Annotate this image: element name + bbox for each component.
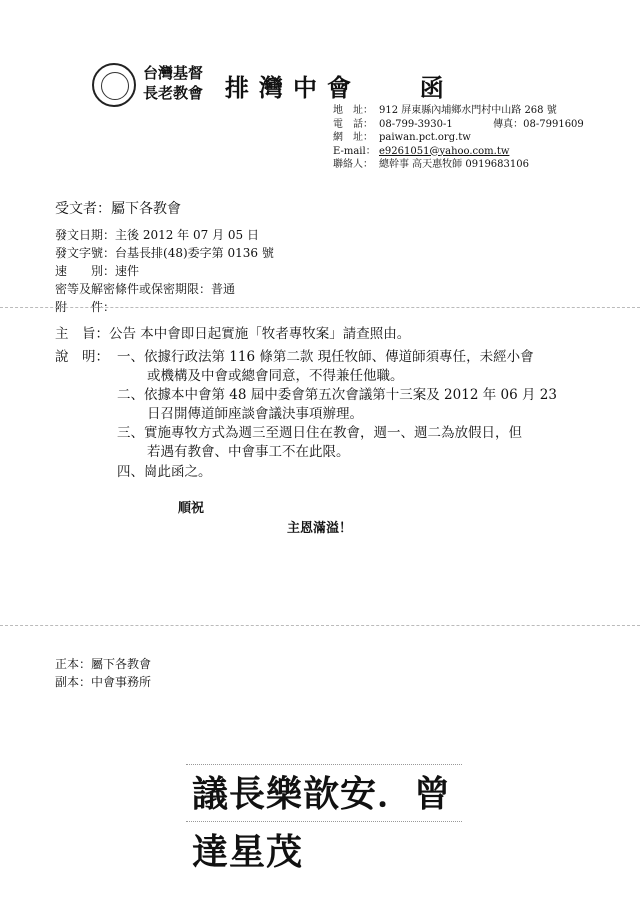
document-type: 函 (419, 73, 454, 102)
contact-person-row (333, 158, 584, 172)
contact-person-label: 聯絡人： (333, 159, 373, 170)
closing-blessing: 主恩滿溢！ (287, 521, 353, 536)
subject-row (55, 322, 410, 342)
explanation-item-3-cont: 若遇有教會、中會事工不在此限。 (147, 444, 350, 460)
presbytery-name: 排灣中會 (225, 73, 361, 102)
explanation-item-1-cont: 或機構及中會或總會同意，不得兼任他職。 (147, 368, 404, 384)
org-name (143, 63, 203, 103)
subject-text: 公告 本中會即日起實施「牧者專牧案」請查照由。 (109, 326, 411, 342)
explanation-item-1: 一、依據行政法第 116 條第二款 現任牧師、傳道師須專任，未經小會 (117, 349, 534, 365)
contact-block (333, 104, 584, 172)
issue-date-row (55, 226, 274, 244)
church-seal-logo (92, 63, 136, 107)
web-value: paiwan.pct.org.tw (379, 132, 471, 143)
moderator-signature-stamp: 議長樂歆安．曾達星茂 (186, 764, 462, 822)
speed-label: 速 別： (55, 264, 116, 278)
contact-person-value: 總幹事 高天惠牧師 0919683106 (379, 159, 529, 170)
distribution-block (55, 655, 151, 691)
issue-date-label: 發文日期： (55, 228, 116, 242)
speed-value: 速件 (115, 264, 140, 278)
reference-label: 發文字號： (55, 246, 116, 260)
copy-recipient-label: 副本： (55, 675, 92, 689)
address-label: 地 址： (333, 105, 373, 116)
email-label: E-mail： (333, 145, 376, 157)
explanation-item-2: 二、依據本中會第 48 屆中委會第五次會議第十三案及 2012 年 06 月 23 (117, 387, 557, 403)
scan-fold-line-bottom (0, 625, 640, 626)
phone-value: 08-799-3930-1 (379, 118, 453, 130)
address-row (333, 104, 584, 118)
email-link[interactable]: e9261051@yahoo.com.tw (379, 145, 510, 157)
attachment-label: 附 件： (55, 300, 116, 314)
recipient-row (55, 198, 181, 218)
recipient-value: 屬下各教會 (111, 201, 181, 217)
phone-label: 電 話： (333, 118, 373, 130)
secrecy-value: 普通 (211, 282, 236, 296)
web-label: 網 址： (333, 132, 373, 143)
main-recipient-label: 正本： (55, 657, 92, 671)
secrecy-row (55, 280, 274, 298)
explanation-item-3: 三、實施專牧方式為週三至週日住在教會，週一、週二為放假日，但 (117, 425, 522, 441)
secrecy-label: 密等及解密條件或保密期限： (55, 282, 212, 296)
document-meta (55, 226, 274, 316)
fax-label: 傳真： (493, 118, 524, 130)
phone-row (333, 118, 584, 132)
main-recipient-value: 屬下各教會 (91, 657, 152, 671)
web-row (333, 131, 584, 145)
reference-row (55, 244, 274, 262)
scan-fold-line-top (0, 307, 640, 308)
reference-value: 台基長排(48)委字第 0136 號 (115, 246, 274, 260)
email-row (333, 145, 584, 159)
issue-date-value: 主後 2012 年 07 月 05 日 (115, 228, 259, 242)
copy-recipient-row (55, 673, 151, 691)
org-name-line1: 台灣基督 (143, 64, 204, 82)
recipient-label: 受文者： (55, 201, 111, 217)
fax-value: 08-7991609 (523, 118, 584, 130)
address-value: 912 屏東縣內埔鄉水門村中山路 268 號 (379, 105, 557, 116)
subject-label: 主 旨： (55, 326, 109, 342)
explanation-label: 說 明： (55, 349, 109, 365)
explanation-item-4: 四、崗此函之。 (117, 464, 212, 480)
speed-row (55, 262, 274, 280)
org-name-line2: 長老教會 (143, 84, 204, 102)
copy-recipient-value: 中會事務所 (91, 675, 152, 689)
closing-greeting: 順祝 (178, 501, 205, 516)
explanation-item-2-cont: 日召開傳道師座談會議決事項辦理。 (147, 406, 363, 422)
main-recipient-row (55, 655, 151, 673)
letterhead-title (225, 68, 454, 103)
